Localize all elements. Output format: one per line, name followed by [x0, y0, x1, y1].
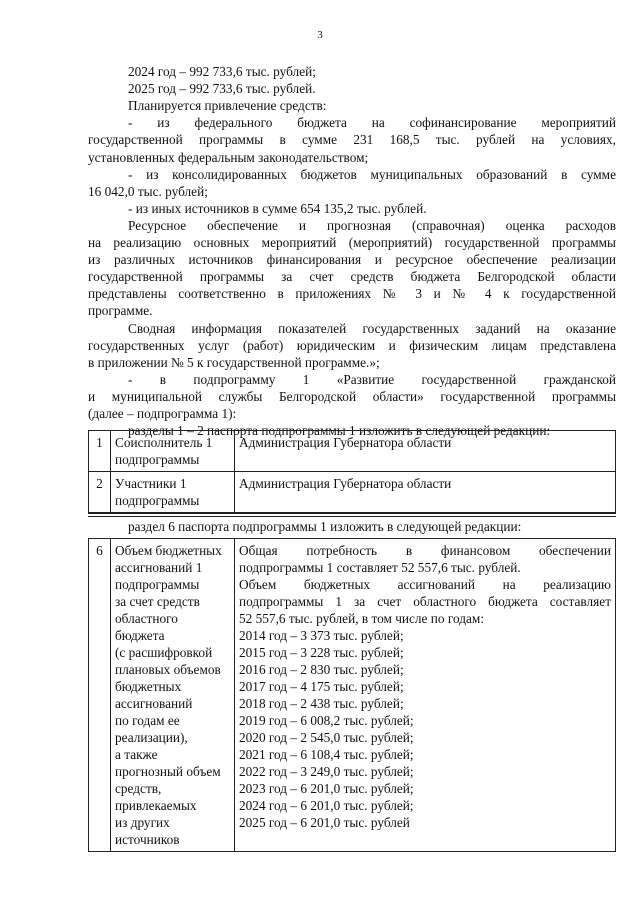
- row-name-cell: [111, 431, 235, 472]
- row-value-cell: Администрация Губернатора области: [235, 472, 616, 513]
- cell-text-line: прогнозный объем: [115, 764, 221, 779]
- row-name-cell: [111, 539, 235, 852]
- text-line: 2025 год – 992 733,6 тыс. рублей.: [128, 81, 316, 97]
- text-line: (далее – подпрограмма 1):: [88, 406, 237, 421]
- row-number: 2: [89, 472, 111, 513]
- row-name-cell: [111, 472, 235, 513]
- cell-text-line: Общая потребность в финансовом обеспечении: [239, 543, 611, 558]
- cell-text-line: а также: [115, 747, 158, 762]
- row-value-cell: Администрация Губернатора области: [235, 431, 616, 472]
- text-line: Планируется привлечение средств:: [128, 98, 327, 114]
- cell-text-line: 2019 год – 6 008,2 тыс. рублей;: [239, 713, 414, 728]
- cell-text-line: Объем бюджетных: [115, 543, 222, 558]
- cell-text-line: подпрограммы: [115, 452, 200, 467]
- cell-text-line: 2014 год – 3 373 тыс. рублей;: [239, 628, 404, 643]
- text-line: 16 042,0 тыс. рублей;: [88, 183, 208, 199]
- row-value-cell: [235, 539, 616, 852]
- table-row: [89, 431, 616, 472]
- cell-text-line: Объем бюджетных ассигнований на реализацию: [239, 577, 611, 592]
- page-number: 3: [317, 29, 323, 41]
- cell-text-line: ассигнований: [115, 696, 193, 711]
- cell-text-line: Участники 1: [115, 476, 187, 491]
- cell-text-line: 2017 год – 4 175 тыс. рублей;: [239, 679, 404, 694]
- cell-text-line: подпрограммы: [115, 577, 200, 592]
- cell-text-line: за счет средств: [115, 594, 200, 609]
- text-line: - в подпрограмму 1 «Развитие государственной гражданской: [128, 371, 616, 387]
- passport-table-section-6: [88, 538, 616, 852]
- cell-text-line: 2025 год – 6 201,0 тыс. рублей: [239, 815, 410, 830]
- cell-text-line: средств,: [115, 781, 162, 796]
- text-line: государственной программы за счет средств бюджета Белгородской области: [88, 269, 616, 285]
- text-line: Ресурсное обеспечение и прогнозная (справочная) оценка расходов: [128, 217, 616, 233]
- cell-text-line: 2020 год – 2 545,0 тыс. рублей;: [239, 730, 414, 745]
- cell-text-line: 2022 год – 3 249,0 тыс. рублей;: [239, 764, 414, 779]
- cell-text-line: областного: [115, 611, 178, 626]
- cell-text-line: 52 557,6 тыс. рублей, в том числе по годам:: [239, 611, 485, 626]
- cell-text-line: плановых объемов: [115, 662, 221, 677]
- text-line: представлены соответственно в приложениях № 3 и № 4 к государственной: [88, 286, 616, 302]
- cell-text-line: подпрограммы 1 за счет областного бюджета составляет: [239, 594, 611, 609]
- text-line: - из консолидированных бюджетов муниципальных образований в сумме: [128, 166, 616, 182]
- text-line: - из федерального бюджета на софинансирование мероприятий: [128, 115, 616, 131]
- text-line: разделы 1 – 2 паспорта подпрограммы 1 изложить в следующей редакции:: [128, 423, 551, 439]
- table-row: [89, 539, 616, 852]
- row-number: 1: [89, 431, 111, 472]
- table-double-rule: [88, 513, 616, 517]
- cell-text-line: по годам ее: [115, 713, 180, 728]
- text-line: на реализацию основных мероприятий (мероприятий) государственной программы: [88, 235, 616, 250]
- text-line: государственных услуг (работ) юридическим и физическим лицам представлена: [88, 337, 616, 353]
- table-row: [89, 472, 616, 513]
- cell-text-line: реализации),: [115, 730, 188, 745]
- text-line: в приложении № 5 к государственной программе.»;: [88, 354, 380, 370]
- text-line: - из иных источников в сумме 654 135,2 тыс. рублей.: [128, 200, 427, 216]
- cell-text-line: ассигнований 1: [115, 560, 203, 575]
- cell-text-line: из других: [115, 815, 170, 830]
- cell-text-line: 2018 год – 2 438 тыс. рублей;: [239, 696, 404, 711]
- text-line: 2024 год – 992 733,6 тыс. рублей;: [128, 64, 316, 79]
- cell-text-line: бюджетных: [115, 679, 182, 694]
- passport-table-sections-1-2: [88, 430, 616, 513]
- cell-text-line: привлекаемых: [115, 798, 197, 813]
- text-line: из различных источников финансирования и ресурсное обеспечение реализации: [88, 252, 616, 268]
- cell-text-line: бюджета: [115, 628, 165, 643]
- cell-text-line: подпрограммы 1 составляет 52 557,6 тыс. рублей.: [239, 560, 521, 575]
- cell-text-line: подпрограммы: [115, 493, 200, 508]
- text-line: Сводная информация показателей государственных заданий на оказание: [128, 320, 616, 336]
- row-number: 6: [89, 539, 111, 852]
- cell-text-line: (с расшифровкой: [115, 645, 213, 660]
- cell-text-line: источников: [115, 832, 180, 847]
- text-line: и муниципальной службы Белгородской области» государственной программы: [88, 388, 616, 404]
- cell-text-line: Соисполнитель 1: [115, 435, 213, 450]
- cell-text-line: 2016 год – 2 830 тыс. рублей;: [239, 662, 404, 677]
- cell-text-line: 2023 год – 6 201,0 тыс. рублей;: [239, 781, 414, 796]
- section6-intro: раздел 6 паспорта подпрограммы 1 изложить в следующей редакции:: [128, 519, 522, 534]
- text-line: установленных федеральным законодательством;: [88, 149, 369, 165]
- cell-text-line: 2024 год – 6 201,0 тыс. рублей;: [239, 798, 414, 813]
- text-line: государственной программы в сумме 231 168,5 тыс. рублей на условиях,: [88, 132, 616, 148]
- text-line: программе.: [88, 303, 153, 319]
- cell-text-line: 2015 год – 3 228 тыс. рублей;: [239, 645, 404, 660]
- cell-text-line: 2021 год – 6 108,4 тыс. рублей;: [239, 747, 414, 762]
